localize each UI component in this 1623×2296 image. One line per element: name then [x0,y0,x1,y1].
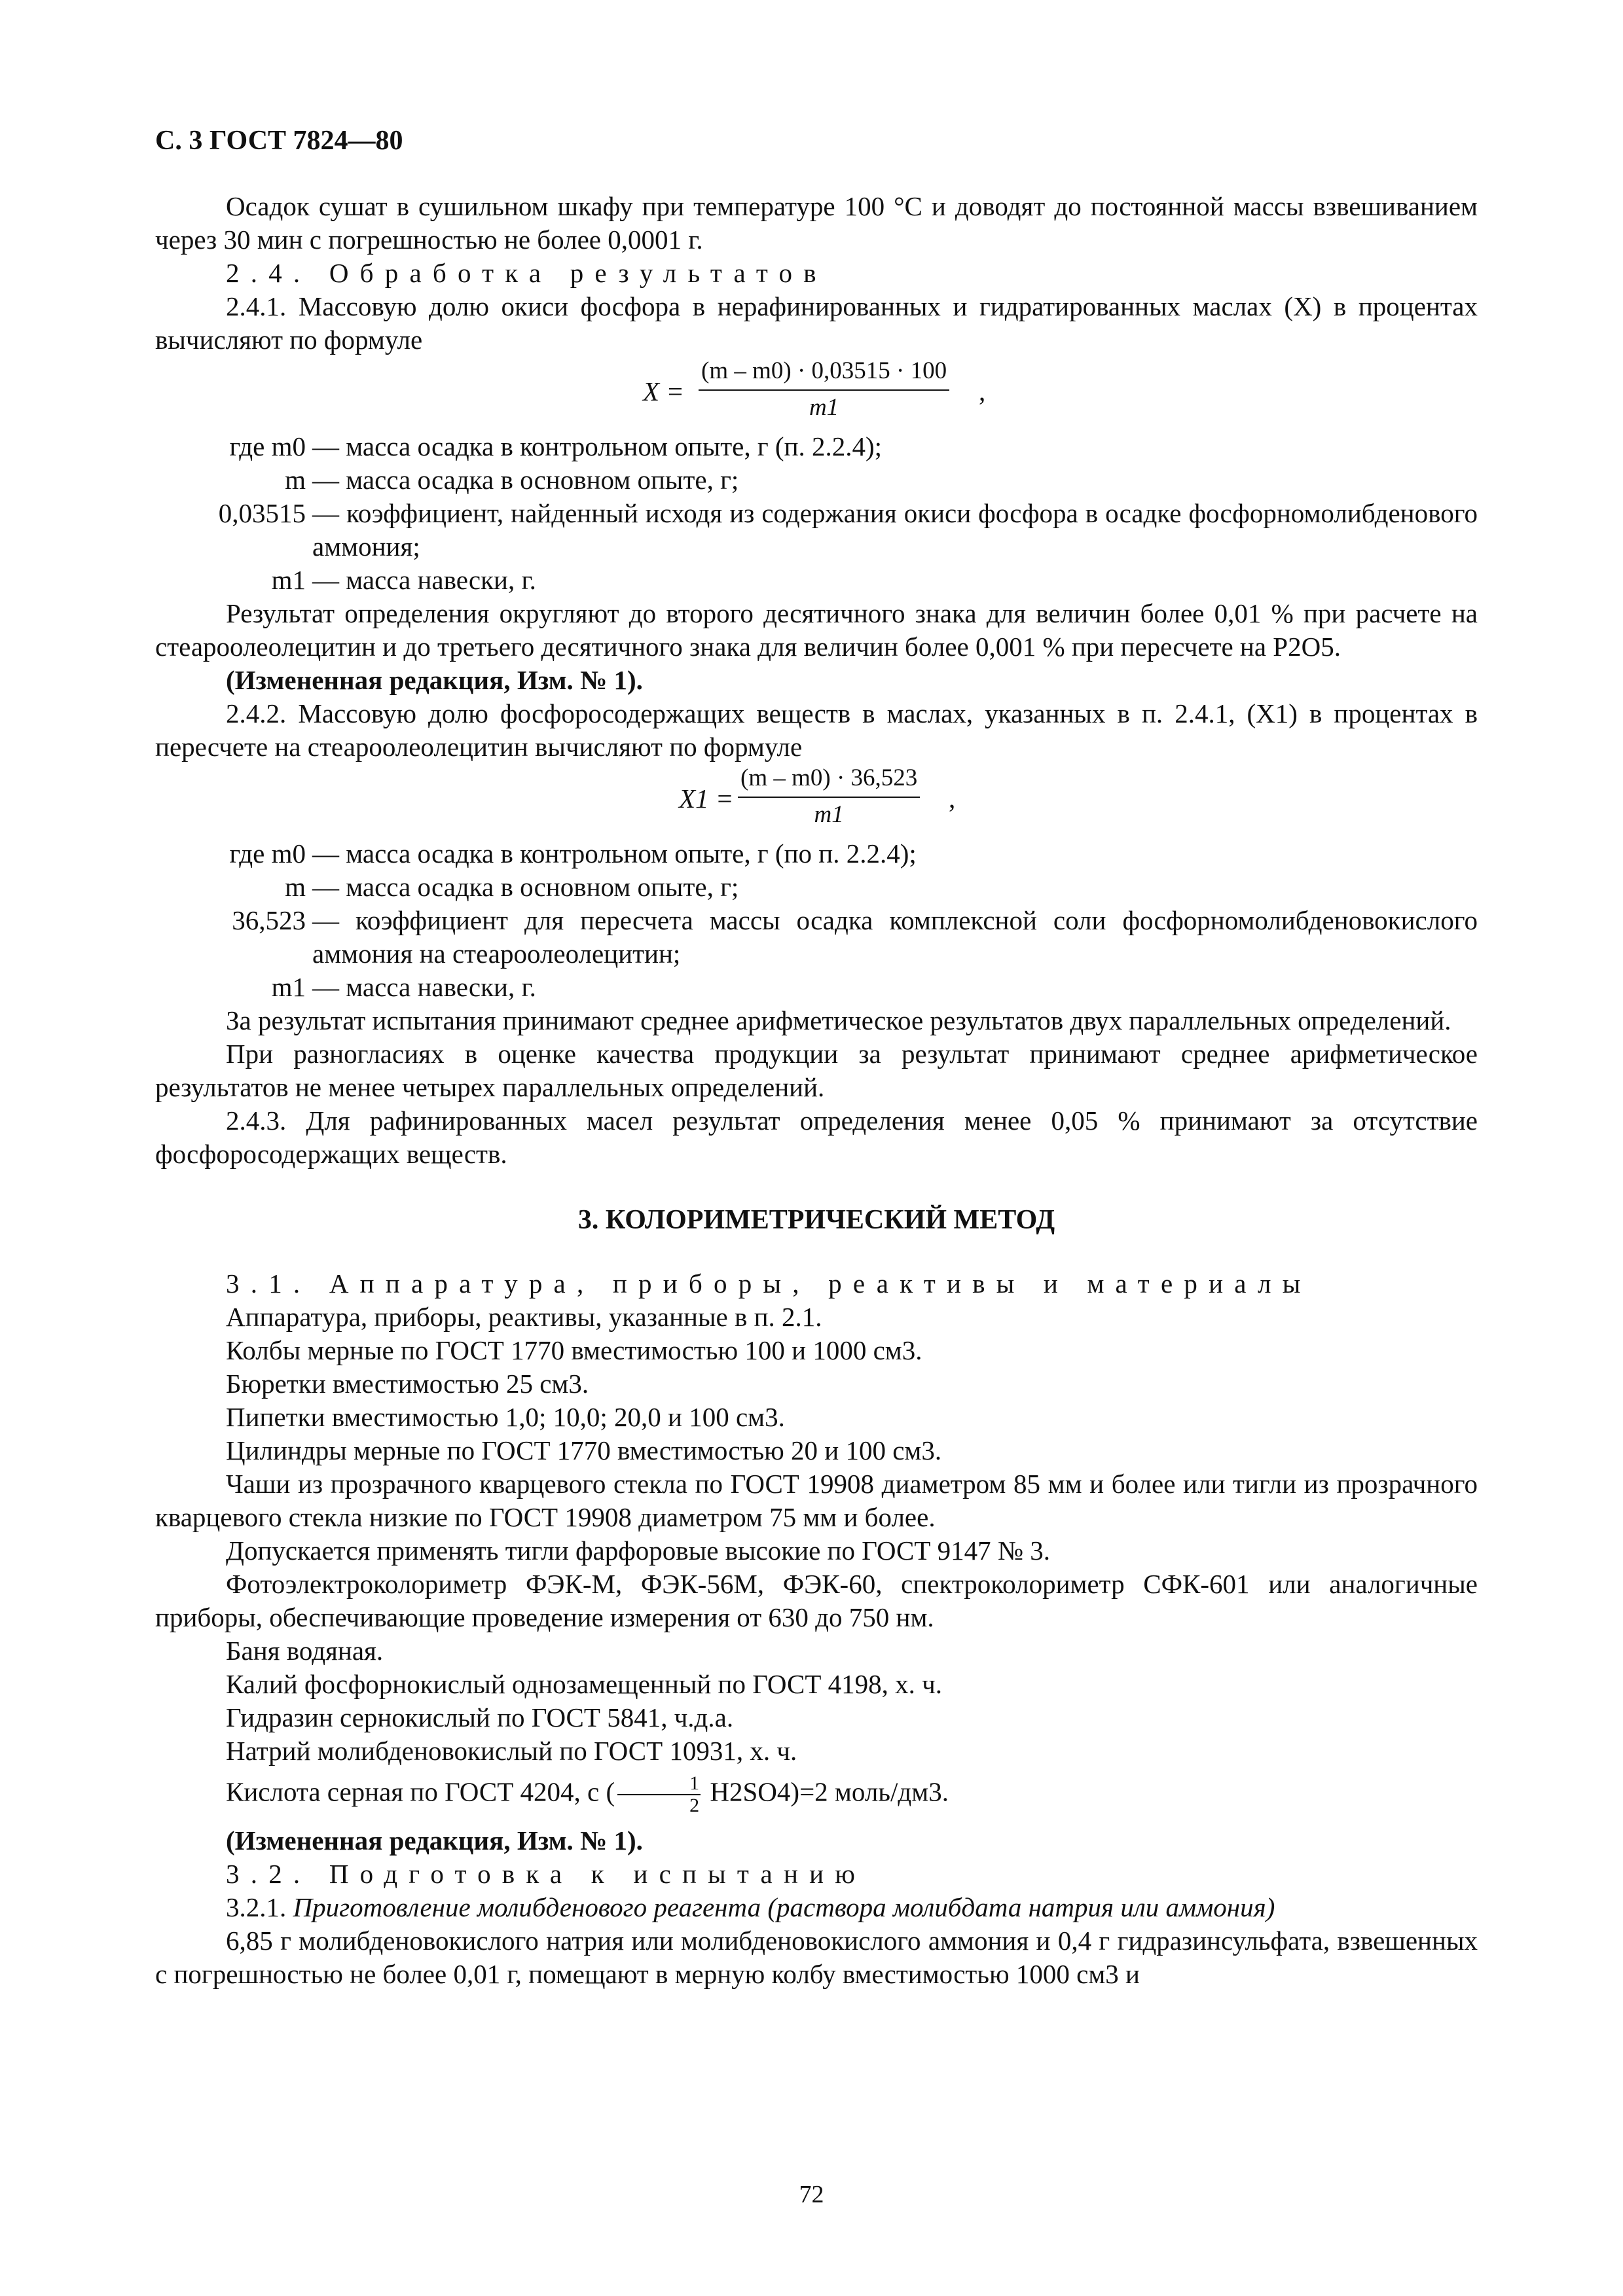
def-text: — масса навески, г. [312,972,536,1002]
fraction-numerator: 1 [617,1773,701,1795]
section-3-heading: 3. КОЛОРИМЕТРИЧЕСКИЙ МЕТОД [577,1205,1055,1235]
def-symbol: 36,523 [232,905,306,935]
acid-line [155,1773,1478,1816]
section-3-2-1 [155,1891,1478,1924]
def-symbol: m [285,872,306,902]
def-text: — масса осадка в основном опыте, г; [312,872,739,902]
def-symbol: m [285,465,306,495]
formula-x [155,357,1478,430]
formula-numerator: (m – m0) · 36,523 [738,764,920,798]
list-item: Гидразин сернокислый по ГОСТ 5841, ч.д.а. [226,1702,734,1732]
edit-note: (Измененная редакция, Изм. № 1). [226,1825,643,1856]
section-number: 3.2.1. [226,1892,287,1922]
section-2-4-title: 2.4. Обработка результатов [226,258,828,288]
section-2-4-3: 2.4.3. Для рафинированных масел результат определения менее 0,05 % принимают за отсутствие фосфоросодержащих веществ. [155,1105,1478,1169]
definitions-2 [155,837,1478,1004]
intro-paragraph: Осадок сушат в сушильном шкафу при температуре 100 °С и доводят до постоянной массы взвешиванием через 30 мин с погрешностью не более 0,0001 г. [155,191,1478,255]
formula-x1 [155,764,1478,837]
acid-fraction [617,1773,701,1816]
def-text: — масса осадка в основном опыте, г; [312,465,739,495]
list-item: Баня водяная. [226,1636,384,1666]
result-rounding: Результат определения округляют до второго десятичного знака для величин более 0,01 % при расчете на стеароолеолецитин и до третьего десятичного знака для величин более 0,001 % при пересчете на P2O5. [155,598,1478,662]
formula-denominator: m1 [809,394,839,421]
def-symbol: где m0 [229,431,306,461]
list-item: Бюретки вместимостью 25 см3. [226,1369,589,1399]
def-text: — коэффициент для пересчета массы осадка комплексной соли фосфорномолибденовокислого аммония на стеароолеолецитин; [312,905,1478,969]
acid-text-after: H2SO4)=2 моль/дм3. [703,1776,949,1807]
def-symbol: m1 [271,972,306,1002]
section-3-1-title: 3.1. Аппаратура, приборы, реактивы и материалы [226,1268,1312,1299]
def-text: — масса осадка в контрольном опыте, г (по п. 2.2.4); [312,838,917,869]
def-symbol: 0,03515 [218,498,306,528]
formula-tail: , [979,376,986,406]
section-2-4-2: 2.4.2. Массовую долю фосфоросодержащих веществ в маслах, указанных в п. 2.4.1, (X1) в процентах в пересчете на стеароолеолецитин вычисляют по формуле [155,698,1478,762]
formula-tail: , [949,783,956,814]
def-symbol: m1 [271,565,306,595]
reagent-paragraph: 6,85 г молибденовокислого натрия или молибденовокислого аммония и 0,4 г гидразинсульфата, взвешенных с погрешностью не более 0,01 г, помещают в мерную колбу вместимостью 1000 см3 и [155,1926,1478,1989]
result-average: За результат испытания принимают среднее арифметическое результатов двух параллельных определений. [226,1005,1451,1035]
formula-numerator: (m – m0) · 0,03515 · 100 [699,357,949,391]
list-item: Калий фосфорнокислый однозамещенный по ГОСТ 4198, х. ч. [226,1669,943,1699]
formula-lhs: X = [643,376,684,406]
dispute-paragraph: При разногласиях в оценке качества продукции за результат принимают среднее арифметическое результатов не менее четырех параллельных определений. [155,1039,1478,1102]
def-text: — масса осадка в контрольном опыте, г (п. 2.2.4); [312,431,883,461]
list-item: Цилиндры мерные по ГОСТ 1770 вместимостью 20 и 100 см3. [226,1435,942,1465]
formula-denominator: m1 [814,801,844,828]
def-symbol: где m0 [229,838,306,869]
list-item: Натрий молибденовокислый по ГОСТ 10931, х. ч. [226,1736,797,1766]
running-header: С. 3 ГОСТ 7824—80 [155,126,403,156]
page-number: 72 [799,2181,824,2208]
section-3-2-1-title: Приготовление молибденового реагента (раствора молибдата натрия или аммония) [293,1892,1275,1922]
formula-fraction [699,357,949,422]
section-2-4-1: 2.4.1. Массовую долю окиси фосфора в нерафинированных и гидратированных маслах (X) в процентах вычисляют по формуле [155,291,1478,355]
list-item: Колбы мерные по ГОСТ 1770 вместимостью 100 и 1000 см3. [226,1335,922,1365]
edit-note: (Измененная редакция, Изм. № 1). [226,665,643,695]
fraction-denominator: 2 [689,1795,700,1816]
list-item: Аппаратура, приборы, реактивы, указанные в п. 2.1. [226,1302,822,1332]
body-text [155,190,1478,1991]
cups-paragraph: Чаши из прозрачного кварцевого стекла по ГОСТ 19908 диаметром 85 мм и более или тигли из прозрачного кварцевого стекла низкие по ГОСТ 19908 диаметром 75 мм и более. [155,1469,1478,1532]
photometer-paragraph: Фотоэлектроколориметр ФЭК-М, ФЭК-56М, ФЭК-60, спектроколориметр СФК-601 или аналогичные приборы, обеспечивающие проведение измерения от 630 до 750 нм. [155,1569,1478,1632]
def-text: — коэффициент, найденный исходя из содержания окиси фосфора в осадке фосфорномолибденового аммония; [312,498,1478,562]
formula-fraction [738,764,920,829]
definitions-1 [155,430,1478,597]
acid-text-before: Кислота серная по ГОСТ 4204, c ( [226,1776,615,1807]
list-item: Пипетки вместимостью 1,0; 10,0; 20,0 и 100 см3. [226,1402,785,1432]
section-3-2-title: 3.2. Подготовка к испытанию [226,1859,867,1889]
def-text: — масса навески, г. [312,565,536,595]
crucibles-paragraph: Допускается применять тигли фарфоровые высокие по ГОСТ 9147 № 3. [226,1535,1051,1566]
formula-lhs: X1 = [679,783,734,814]
